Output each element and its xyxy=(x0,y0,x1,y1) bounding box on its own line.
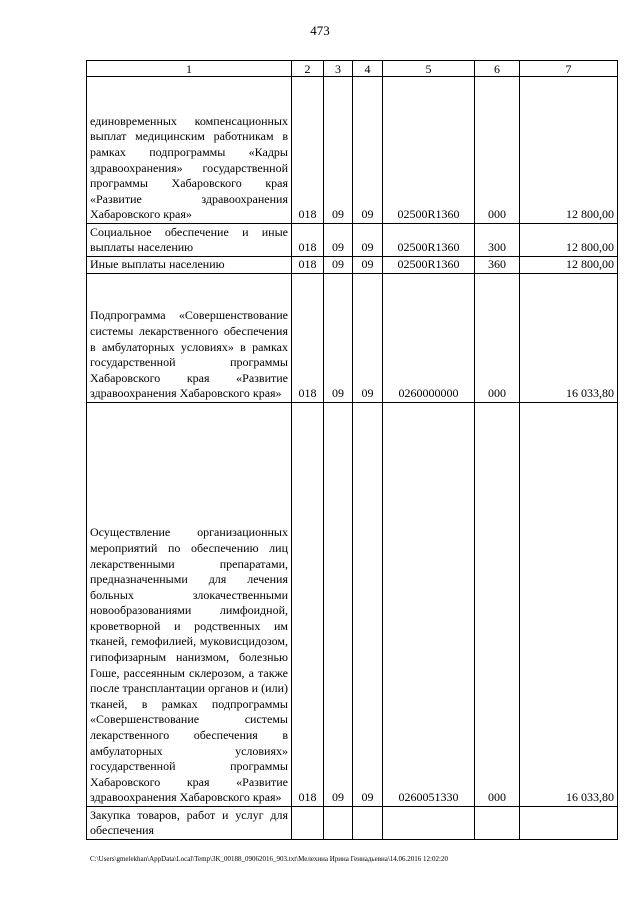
cell-section: 09 xyxy=(324,257,353,274)
cell-subsection: 09 xyxy=(353,77,383,224)
cell-expense-type xyxy=(475,807,520,840)
budget-table xyxy=(86,60,618,840)
row-name: единовременных компенсационных выплат медицинским работникам в рамках подпрограммы «Кадры здравоохранения» государственной программы Хабаровского края «Развитие здравоохранения Хабаровского края» xyxy=(87,77,292,224)
cell-subsection: 09 xyxy=(353,257,383,274)
cell-section: 09 xyxy=(324,224,353,257)
cell-target: 0260000000 xyxy=(383,274,475,403)
row-name: Подпрограмма «Совершенствование системы лекарственного обеспечения в амбулаторных условиях» в рамках государственной программы Хабаровского края «Развитие здравоохранения Хабаровского края» xyxy=(87,274,292,403)
cell-expense-type: 360 xyxy=(475,257,520,274)
cell-amount: 12 800,00 xyxy=(520,77,618,224)
table-row xyxy=(87,403,618,807)
row-name: Иные выплаты населению xyxy=(87,257,292,274)
cell-amount: 12 800,00 xyxy=(520,257,618,274)
cell-target xyxy=(383,807,475,840)
table-row xyxy=(87,257,618,274)
cell-section: 09 xyxy=(324,403,353,807)
cell-code: 018 xyxy=(292,257,324,274)
cell-target: 02500R1360 xyxy=(383,257,475,274)
cell-section: 09 xyxy=(324,274,353,403)
cell-section xyxy=(324,807,353,840)
cell-subsection xyxy=(353,807,383,840)
cell-expense-type: 300 xyxy=(475,224,520,257)
cell-amount: 16 033,80 xyxy=(520,403,618,807)
column-header: 5 xyxy=(383,61,475,77)
row-name: Социальное обеспечение и иные выплаты населению xyxy=(87,224,292,257)
page-number: 473 xyxy=(310,23,330,38)
table-row xyxy=(87,274,618,403)
column-header: 2 xyxy=(292,61,324,77)
table-row xyxy=(87,224,618,257)
file-path-footer: C:\Users\gmelekhan\AppData\Local\Temp\3K_00188_09062016_903.txt\Мелехина Ирина Геннадьевна\14.06.2016 12:02:20 xyxy=(90,855,448,863)
table-row xyxy=(87,77,618,224)
cell-expense-type: 000 xyxy=(475,274,520,403)
column-header: 1 xyxy=(87,61,292,77)
cell-expense-type: 000 xyxy=(475,403,520,807)
table-header-row xyxy=(87,61,618,77)
table-row xyxy=(87,807,618,840)
column-header: 3 xyxy=(324,61,353,77)
cell-code: 018 xyxy=(292,224,324,257)
cell-subsection: 09 xyxy=(353,274,383,403)
row-name: Осуществление организационных мероприятий по обеспечению лиц лекарственными препаратами, предназначенными для лечения больных злокачественными новообразованиями лимфоидной, кроветворной и родственных им тканей, гемофилией, муковисцидозом, гипофизарным нанизмом, болезнью Гоше, рассеянным склерозом, а также после трансплантации органов и (или) тканей, в рамках подпрограммы «Совершенствование системы лекарственного обеспечения в амбулаторных условиях» государственной программы Хабаровского края «Развитие здравоохранения Хабаровского края» xyxy=(87,403,292,807)
cell-code: 018 xyxy=(292,77,324,224)
cell-amount xyxy=(520,807,618,840)
cell-amount: 12 800,00 xyxy=(520,224,618,257)
cell-subsection: 09 xyxy=(353,403,383,807)
column-header: 7 xyxy=(520,61,618,77)
cell-target: 0260051330 xyxy=(383,403,475,807)
cell-target: 02500R1360 xyxy=(383,77,475,224)
cell-section: 09 xyxy=(324,77,353,224)
cell-code: 018 xyxy=(292,403,324,807)
cell-code: 018 xyxy=(292,274,324,403)
cell-code xyxy=(292,807,324,840)
column-header: 6 xyxy=(475,61,520,77)
column-header: 4 xyxy=(353,61,383,77)
cell-subsection: 09 xyxy=(353,224,383,257)
cell-expense-type: 000 xyxy=(475,77,520,224)
cell-amount: 16 033,80 xyxy=(520,274,618,403)
row-name: Закупка товаров, работ и услуг для обеспечения xyxy=(87,807,292,840)
cell-target: 02500R1360 xyxy=(383,224,475,257)
